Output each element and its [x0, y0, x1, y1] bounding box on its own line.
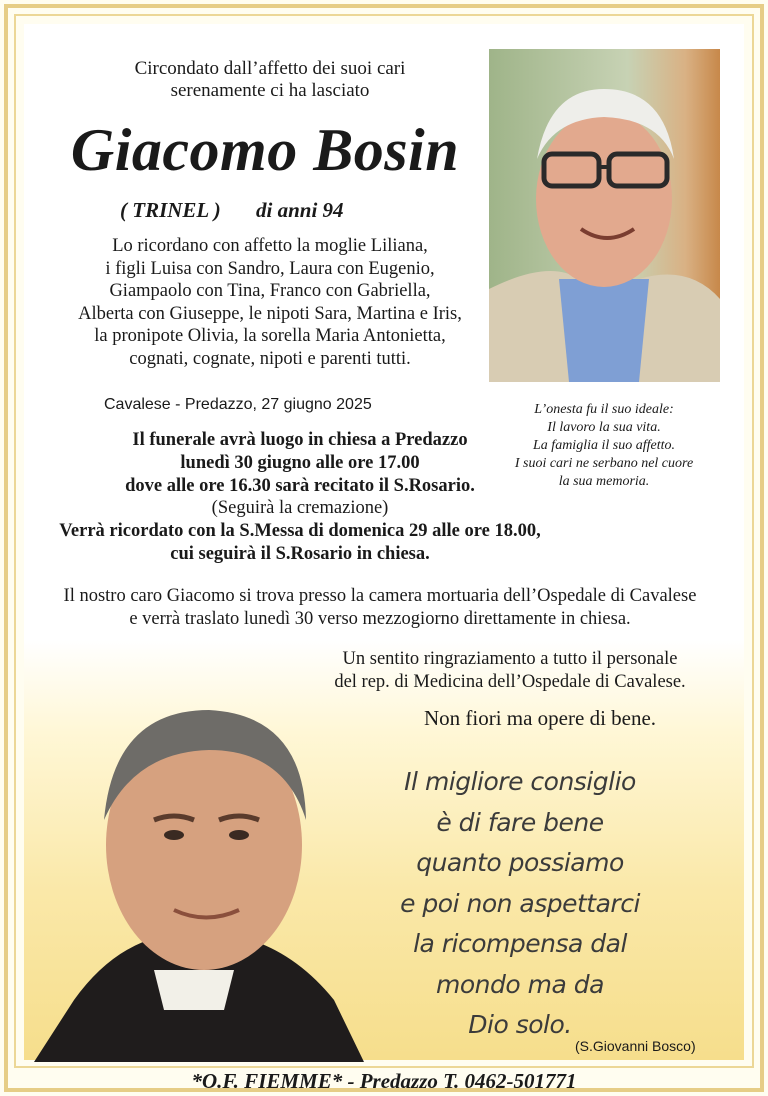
funeral-line: dove alle ore 16.30 sarà recitato il S.Rosario.	[125, 475, 475, 496]
thanks-line: del rep. di Medicina dell’Ospedale di Cavalese.	[334, 672, 686, 692]
age: di anni 94	[256, 198, 344, 222]
mortuary-note	[30, 585, 730, 631]
funeral-line: Verrà ricordato con la S.Messa di domenica 29 alle ore 18.00,	[59, 521, 541, 542]
intro-text	[60, 58, 480, 102]
intro-line: Circondato dall’affetto dei suoi cari	[134, 58, 406, 79]
nickname: ( TRINEL )	[120, 198, 221, 222]
saying-text	[340, 762, 700, 1046]
quote-line: L’onesta fu il suo ideale:	[534, 402, 674, 417]
saying-line: e poi non aspettarci	[400, 888, 640, 918]
family-line: Giampaolo con Tina, Franco con Gabriella,	[109, 281, 431, 302]
family-line: cognati, cognate, nipoti e parenti tutti.	[129, 348, 411, 369]
funeral-info	[40, 429, 560, 566]
funeral-line: (Seguirà la cremazione)	[211, 498, 389, 519]
family-line: Alberta con Giuseppe, le nipoti Sara, Martina e Iris,	[78, 303, 462, 324]
no-flowers-text: Non fiori ma opere di bene.	[423, 706, 657, 730]
saying-line: Il migliore consiglio	[404, 767, 636, 796]
family-line: i figli Luisa con Sandro, Laura con Eugenio,	[105, 258, 435, 279]
funeral-line: cui seguirà il S.Rosario in chiesa.	[170, 543, 430, 564]
note-line: e verrà traslato lunedì 30 verso mezzogiorno direttamente in chiesa.	[129, 609, 631, 629]
saying-line: mondo ma da	[436, 969, 604, 999]
note-line: Il nostro caro Giacomo si trova presso la camera mortuaria dell’Ospedale di Cavalese	[63, 586, 697, 606]
saying-line: è di fare bene	[436, 807, 604, 837]
family-line: la pronipote Olivia, la sorella Maria Antonietta,	[94, 326, 446, 347]
saying-line: la ricompensa dal	[413, 929, 627, 958]
quote-line: la sua memoria.	[558, 474, 650, 489]
saying-author: (S.Giovanni Bosco)	[575, 1038, 696, 1054]
funeral-home-footer: *O.F. FIEMME* - Predazzo T. 0462-501771	[191, 1069, 577, 1093]
funeral-line: Il funerale avrà luogo in chiesa a Predazzo	[132, 430, 468, 450]
deceased-name: Giacomo Bosin	[70, 117, 460, 183]
saying-line: quanto possiamo	[416, 848, 624, 877]
saint-image	[34, 670, 364, 1062]
quote-line: Il lavoro la sua vita.	[547, 420, 661, 435]
quote-line: I suoi cari ne serbano nel cuore	[514, 456, 694, 471]
funeral-line: lunedì 30 giugno alle ore 17.00	[180, 452, 420, 473]
saying-line: Dio solo.	[468, 1010, 572, 1039]
portrait-photo	[489, 49, 720, 382]
family-list	[40, 235, 500, 371]
thanks-line: Un sentito ringraziamento a tutto il personale	[342, 649, 678, 669]
quote-line: La famiglia il suo affetto.	[533, 438, 675, 453]
family-line: Lo ricordano con affetto la moglie Liliana,	[112, 236, 428, 256]
intro-line: serenamente ci ha lasciato	[170, 80, 370, 101]
place-date: Cavalese - Predazzo, 27 giugno 2025	[104, 396, 372, 413]
